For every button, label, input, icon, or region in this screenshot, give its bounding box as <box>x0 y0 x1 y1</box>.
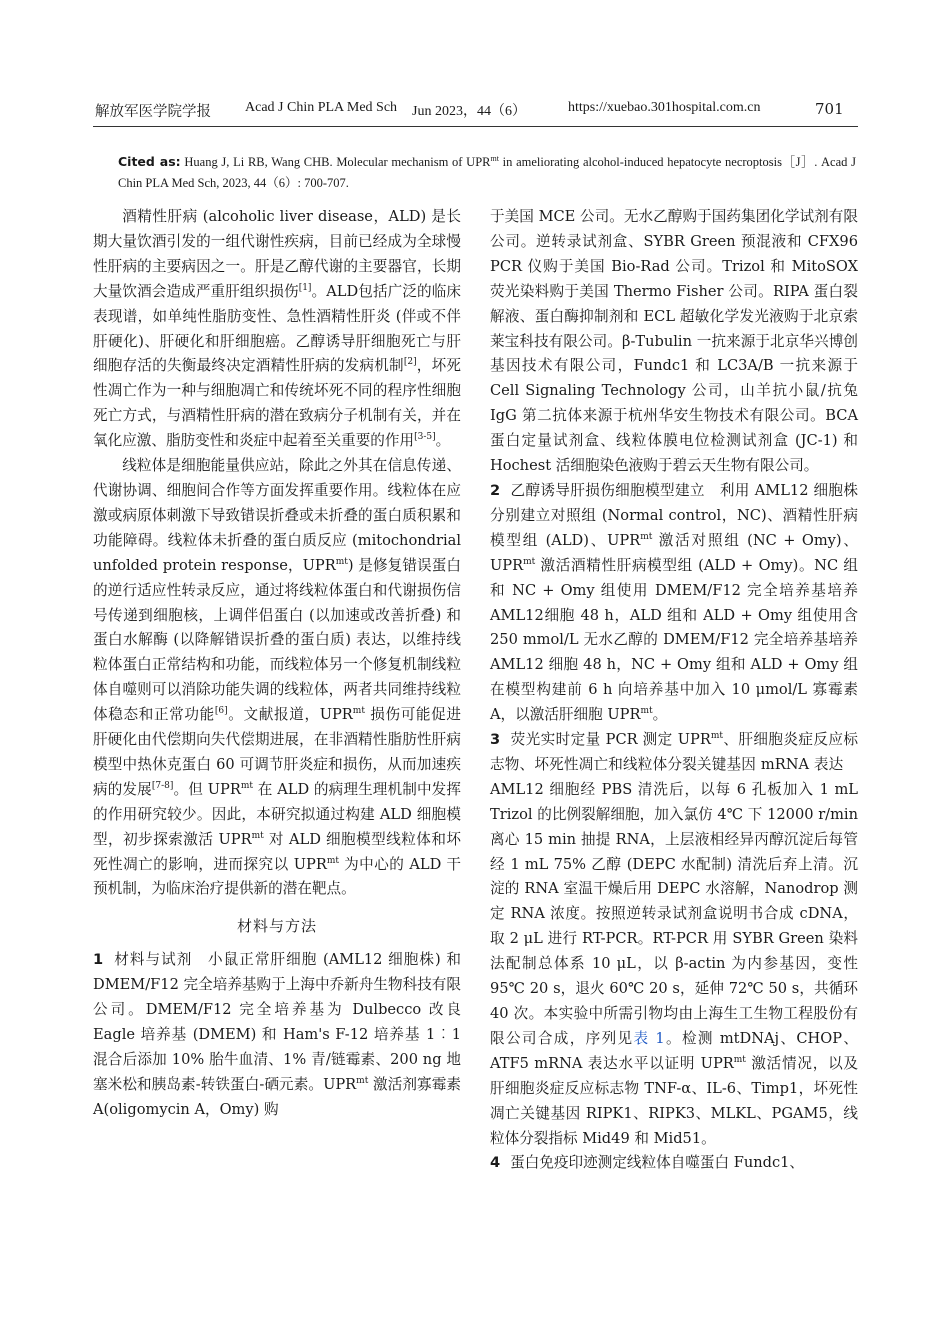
ref-6[interactable]: [6] <box>214 706 228 717</box>
journal-name-cn: 解放军医学院学报 <box>95 104 211 120</box>
ref-1[interactable]: [1] <box>298 282 312 293</box>
section-2: 2 乙醇诱导肝损伤细胞模型建立 利用 AML12 细胞株分别建立对照组 (Normal control，NC)、酒精性肝病模型组 (ALD)、$UPR^{mt}$ 激活对照组 (NC + Omy)、$UPR^{mt}$ 激活酒精性肝病模型组 (ALD + Omy)。NC 组和 NC + Omy 组使用 DMEM/F12 完全培养基培养 AML12细胞 48 h，ALD 组和 ALD + Omy 组使用含 250 mmol/L 无水乙醇的 DMEM/F12 完全培养基培养 AML12 细胞 48 h，NC + Omy 组和 ALD + Omy 组在模型构建前 6 h 向培养基中加入 10 μmol/L 寡霉素 A，以激活肝细胞 $UPR^{mt}$。 <box>490 481 858 724</box>
intro-paragraph-2: 线粒体是细胞能量供应站，除此之外其在信息传递、代谢协调、细胞间合作等方面发挥重要作用。线粒体在应激或病原体刺激下导致错误折叠或未折叠的蛋白质积累和功能障碍。线粒体未折叠的蛋白质反应 (mitochondrial unfolded protein response，$UPR^{mt}$) 是修复错误蛋白的逆行适应性转录反应，通过将线粒体蛋白和代谢损伤信号传递到细胞核，上调伴侣蛋白 (以加速或改善折叠) 和蛋白水解酶 (以降解错误折叠的蛋白质) 表达，以维持线粒体蛋白正常结构和功能，而线粒体另一个修复机制线粒体自噬则可以消除功能失调的线粒体，两者共同维持线粒体稳态和正常功能[6]。文献报道，$UPR^{mt}$ 损伤可能促进肝硬化由代偿期向失代偿期进展，在非酒精性脂肪性肝病模型中热休克蛋白 60 可调节肝炎症和损伤，从而加速疾病的发展[7-8]。但 $UPR^{mt}$ 在 ALD 的病理生理机制中发挥的作用研究较少。因此，本研究拟通过构建 ALD 细胞模型，初步探索激活 $UPR^{mt}$ 对 ALD 细胞模型线粒体和坏死性凋亡的影响，进而探究以 $UPR^{mt}$ 为中心的 ALD 干预机制，为临床治疗提供新的潜在靶点。 <box>93 457 461 898</box>
table-1-link[interactable]: 表 1 <box>633 1029 665 1047</box>
citation-label: Cited as: <box>118 154 181 170</box>
page-number: 701 <box>815 100 844 118</box>
left-column <box>93 205 461 1123</box>
right-column <box>490 205 858 1176</box>
section-1-continued: 于美国 MCE 公司。无水乙醇购于国药集团化学试剂有限公司。逆转录试剂盒、SYBR Green 预混液和 CFX96 PCR 仪购于美国 Bio-Rad 公司。Trizol 和 MitoSOX 荧光染料购于美国 Thermo Fisher 公司。RIPA 蛋白裂解液、蛋白酶抑制剂和 ECL 超敏化学发光液购于北京索莱宝科技有限公司。β-Tubulin 一抗来源于北京华兴博创基因技术有限公司，Fundc1 和 LC3A/B 一抗来源于 Cell Signaling Technology 公司，山羊抗小鼠/抗兔 IgG 第二抗体来源于杭州华安生物技术有限公司。BCA 蛋白定量试剂盒、线粒体膜电位检测试剂盒 (JC-1) 和 Hochest 活细胞染色液购于碧云天生物有限公司。 <box>490 208 858 475</box>
section-heading: 材料与方法 <box>236 917 317 936</box>
ref-3-5[interactable]: [3-5] <box>414 432 436 443</box>
journal-name-en: Acad J Chin PLA Med Sch <box>245 100 398 115</box>
section-4: 4 蛋白免疫印迹测定线粒体自噬蛋白 Fundc1、 <box>490 1154 805 1172</box>
intro-paragraph-1: 酒精性肝病 (alcoholic liver disease，ALD) 是长期大量饮酒引发的一组代谢性疾病，目前已经成为全球慢性肝病的主要病因之一。肝是乙醇代谢的主要器官，长期大量饮酒会造成严重肝组织损伤[1]。ALD包括广泛的临床表现谱，如单纯性脂肪变性、急性酒精性肝炎 (伴或不伴肝硬化)、肝硬化和肝细胞癌。乙醇诱导肝细胞死亡与肝细胞存活的失衡最终决定酒精性肝病的发病机制[2]，坏死性凋亡作为一种与细胞凋亡和传统坏死不同的程序性细胞死亡方式，与酒精性肝病的潜在致病分子机制有关，并在氧化应激、脂肪变性和炎症中起着至关重要的作用[3-5]。 <box>93 208 461 450</box>
section-3: 3 荧光实时定量 PCR 测定 $UPR^{mt}$、肝细胞炎症反应标志物、坏死性凋亡和线粒体分裂关键基因 mRNA 表达 AML12 细胞经 PBS 清洗后，以每 6 孔板加入 1 mL Trizol 的比例裂解细胞，加入氯仿 4℃ 下 12000 r/min 离心 15 min 抽提 RNA，上层液相经异丙醇沉淀后每管经 1 mL 75% 乙醇 (DEPC 水配制) 清洗后弃上清。沉淀的 RNA 室温干燥后用 DEPC 水溶解，Nanodrop 测定 RNA 浓度。按照逆转录试剂盒说明书合成 cDNA，取 2 μL 进行 RT-PCR。RT-PCR 用 SYBR Green 染料法配制总体系 10 μL，以 β-actin 为内参基因，变性 95℃ 20 s，退火 60℃ 20 s，延伸 72℃ 50 s，共循环 40 次。本实验中所需引物均由上海生工生物工程股份有限公司合成，序列见表 1。检测 mtDNAj、CHOP、ATF5 mRNA 表达水平以证明 $UPR^{mt}$ 激活情况，以及肝细胞炎症反应标志物 TNF-α、IL-6、Timp1，坏死性凋亡关键基因 RIPK1、RIPK3、MLKL、PGAM5，线粒体分裂指标 Mid49 和 Mid51。 <box>490 731 859 1147</box>
ref-2[interactable]: [2] <box>403 357 417 368</box>
section-2-title: 乙醇诱导肝损伤细胞模型建立 <box>510 481 705 499</box>
citation-block: Cited as: Huang J, Li RB, Wang CHB. Molecular mechanism of $UPR^{mt}$ in ameliorating alcohol-induced hepatocyte necroptosis［J］. Acad J Chin PLA Med Sch, 2023, 44（6）: 700-707. <box>118 154 856 191</box>
section-1: 1 材料与试剂 小鼠正常肝细胞 (AML12 细胞株) 和 DMEM/F12 完全培养基购于上海中乔新舟生物科技有限公司。DMEM/F12 完全培养基为 Dulbecco 改良 Eagle 培养基 (DMEM) 和 Ham's F-12 培养基 1︰1 混合后添加 10% 胎牛血清、1% 青/链霉素、200 ng 地塞米松和胰岛素-转铁蛋白-硒元素。$UPR^{mt}$ 激活剂寡霉素 A(oligomycin A，Omy) 购 <box>93 951 461 1118</box>
section-4-title: 蛋白免疫印迹测定线粒体自噬蛋白 Fundc1、 <box>510 1154 805 1172</box>
section-3-title: 荧光实时定量 PCR 测定 UPR <box>510 731 711 749</box>
ref-7-8[interactable]: [7-8] <box>151 780 174 791</box>
journal-url[interactable]: https://xuebao.301hospital.com.cn <box>568 100 761 115</box>
section-1-title: 材料与试剂 <box>113 951 193 969</box>
issue-info: Jun 2023，44（6） <box>412 104 526 119</box>
running-header <box>93 96 858 127</box>
